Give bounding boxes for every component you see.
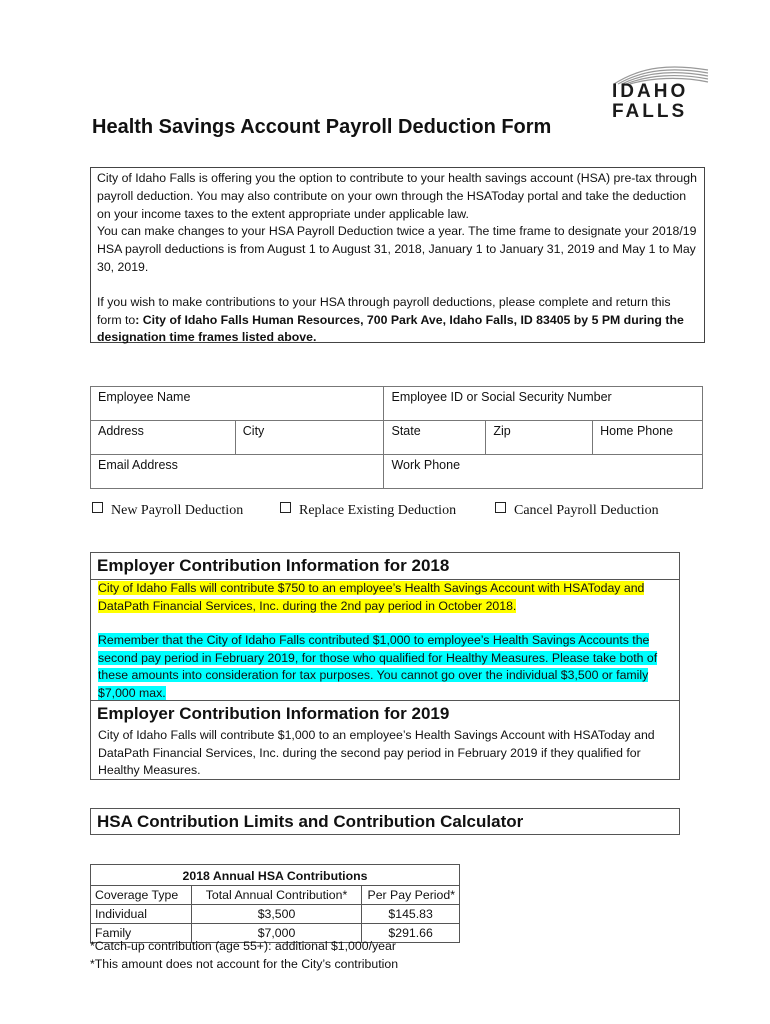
employer-2019-section bbox=[90, 700, 680, 780]
logo-line-2: FALLS bbox=[612, 101, 688, 122]
intro-paragraph-2: You can make changes to your HSA Payroll Deduction twice a year. The time frame to designate your 2018/19 HSA payroll deductions is from August 1 to August 31, 2018, January 1 to January 31, 2019 and May 1 to May 30, 2019. bbox=[97, 224, 697, 274]
city-field[interactable] bbox=[235, 421, 384, 455]
employee-info-table bbox=[90, 386, 703, 489]
employer-2018-section bbox=[90, 552, 680, 700]
row-coverage: Individual bbox=[91, 905, 192, 924]
zip-label: Zip bbox=[493, 424, 511, 438]
employer-2019-heading: Employer Contribution Information for 2019 bbox=[97, 704, 450, 723]
employer-2019-paragraph: City of Idaho Falls will contribute $1,000 to an employee’s Health Savings Account with HSAToday and DataPath Financial Services, Inc. during the second pay period in February 2019 if they qualified for Healthy Measures. bbox=[98, 728, 655, 777]
calculator-notes bbox=[90, 937, 398, 973]
state-label: State bbox=[391, 424, 421, 438]
new-deduction-label: New Payroll Deduction bbox=[111, 503, 244, 518]
checkbox-icon[interactable] bbox=[495, 502, 506, 513]
table-row bbox=[91, 905, 460, 924]
row-per-pay: $291.66 bbox=[362, 924, 460, 943]
row-total: $7,000 bbox=[191, 924, 361, 943]
city-label: City bbox=[242, 424, 265, 438]
table-title: 2018 Annual HSA Contributions bbox=[91, 865, 460, 886]
home-phone-label: Home Phone bbox=[600, 424, 674, 438]
employer-2018-paragraph-1: City of Idaho Falls will contribute $750 to an employee’s Health Savings Account with HSAToday and DataPath Financial Services, Inc. during the 2nd pay period in October 2018. bbox=[98, 581, 645, 613]
work-phone-field[interactable] bbox=[384, 455, 703, 489]
catch-up-note: *Catch-up contribution (age 55+): additional $1,000/year bbox=[90, 939, 396, 953]
header-total: Total Annual Contribution* bbox=[191, 886, 361, 905]
form-title: Health Savings Account Payroll Deduction Form bbox=[92, 116, 552, 138]
replace-deduction-option[interactable] bbox=[280, 502, 456, 519]
calculator-section bbox=[90, 808, 680, 835]
hsa-contributions-table bbox=[90, 864, 460, 943]
row-coverage: Family bbox=[91, 924, 192, 943]
employer-2018-heading: Employer Contribution Information for 2018 bbox=[91, 553, 679, 580]
work-phone-label: Work Phone bbox=[391, 458, 461, 472]
replace-deduction-label: Replace Existing Deduction bbox=[299, 503, 457, 518]
row-total: $3,500 bbox=[191, 905, 361, 924]
logo-line-1: IDAHO bbox=[612, 81, 689, 102]
state-field[interactable] bbox=[384, 421, 486, 455]
idaho-falls-logo bbox=[612, 62, 712, 120]
city-contribution-note: *This amount does not account for the City’s contribution bbox=[90, 957, 399, 971]
intro-return-text: If you wish to make contributions to your HSA through payroll deductions, please complete and return this form to bbox=[97, 294, 671, 327]
checkbox-icon[interactable] bbox=[92, 502, 103, 513]
home-phone-field[interactable] bbox=[593, 421, 703, 455]
email-field[interactable] bbox=[91, 455, 384, 489]
calculator-heading: HSA Contribution Limits and Contribution Calculator bbox=[97, 812, 524, 831]
employer-2018-paragraph-2: Remember that the City of Idaho Falls contributed $1,000 to employee’s Health Savings Accounts the second pay period in February 2019, for those who qualified for Healthy Measures. Please take both of these amounts into consideration for tax purposes. You cannot go over the individual $3,500 or family $7,000 max. bbox=[98, 633, 658, 700]
row-per-pay: $145.83 bbox=[362, 905, 460, 924]
intro-paragraph-3 bbox=[97, 294, 698, 347]
intro-paragraph-1: City of Idaho Falls is offering you the option to contribute to your health savings account (HSA) pre-tax through payroll deduction. You may also contribute on your own through the HSAToday portal and take the deduction on your income taxes to the extent appropriate under applicable law. bbox=[97, 171, 697, 221]
employer-2019-body bbox=[91, 727, 679, 784]
cancel-deduction-option[interactable] bbox=[495, 502, 659, 519]
checkbox-icon[interactable] bbox=[280, 502, 291, 513]
zip-field[interactable] bbox=[486, 421, 593, 455]
employee-id-field[interactable] bbox=[384, 387, 703, 421]
employee-name-label: Employee Name bbox=[98, 390, 191, 404]
address-field[interactable] bbox=[91, 421, 236, 455]
address-label: Address bbox=[98, 424, 144, 438]
header-coverage: Coverage Type bbox=[91, 886, 192, 905]
employee-id-label: Employee ID or Social Security Number bbox=[391, 390, 612, 404]
intro-return-address: : City of Idaho Falls Human Resources, 700 Park Ave, Idaho Falls, ID 83405 by 5 PM during the designation time frames listed above. bbox=[97, 312, 684, 345]
header-per-pay: Per Pay Period* bbox=[362, 886, 460, 905]
employer-2018-body bbox=[91, 580, 679, 706]
email-label: Email Address bbox=[98, 458, 178, 472]
employee-name-field[interactable] bbox=[91, 387, 384, 421]
cancel-deduction-label: Cancel Payroll Deduction bbox=[514, 503, 659, 518]
new-deduction-option[interactable] bbox=[92, 502, 243, 519]
intro-box bbox=[90, 167, 705, 343]
